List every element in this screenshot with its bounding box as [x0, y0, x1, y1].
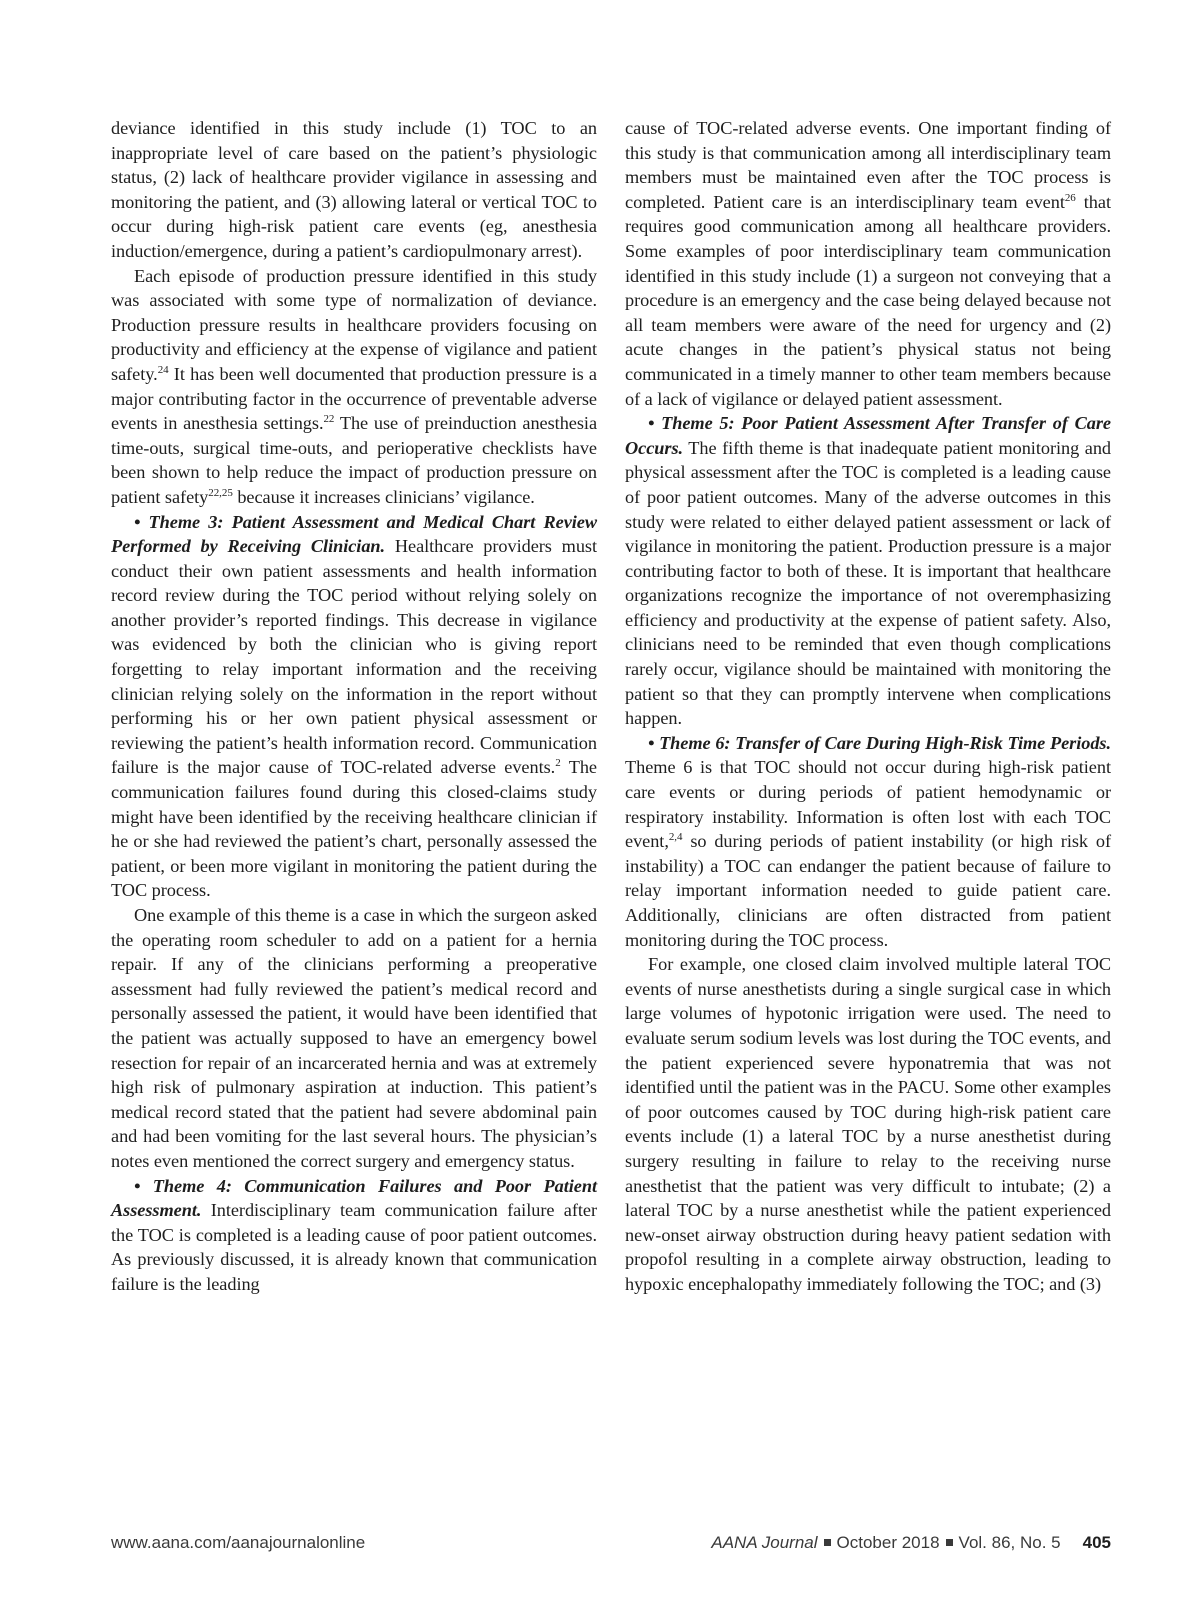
issue-date: October 2018: [836, 1533, 940, 1552]
right-column: [625, 116, 1111, 1297]
paragraph: Each episode of production pressure identified in this study was associated with some type of normalization of deviance. Production pressure results in healthcare providers focusing on productivity and efficiency at the expense of vigilance and patient safety.$^{24}$ It has been well documented that production pressure is a major contributing factor in the occurrence of preventable adverse events in anesthesia settings.$^{22}$ The use of preinduction anesthesia time-outs, surgical time-outs, and perioperative checklists have been shown to help reduce the impact of production pressure on patient safety$^{22,25}$ because it increases clinicians’ vigilance.: [111, 265, 598, 507]
volume-issue: Vol. 86, No. 5: [958, 1533, 1061, 1552]
theme-6-paragraph: • Theme 6: Transfer of Care During High-Risk Time Periods. Theme 6 is that TOC should not occur during high-risk patient care events or during periods of patient hemodynamic or respiratory instability. Information is often lost with each TOC event,$^{2,4}$ so during periods of patient instability (or high risk of instability) a TOC can endanger the patient because of failure to relay important information needed to guide patient care. Additionally, clinicians are often distracted from patient monitoring during the TOC process.: [625, 732, 1111, 950]
theme-4-heading: • Theme 4: Communication Failures and Poor Patient Assessment.: [111, 1175, 597, 1221]
theme-3-paragraph: • Theme 3: Patient Assessment and Medical Chart Review Performed by Receiving Clinician. Healthcare providers must conduct their own patient assessments and health information record review during the TOC period without relying solely on another provider’s reported findings. This decrease in vigilance was evidenced by both the clinician who is giving report forgetting to relay important information and the receiving clinician relying solely on the information in the report without performing his or her own patient physical assessment or reviewing the patient’s health information record. Communication failure is the major cause of TOC-related adverse events.$^2$ The communication failures found during this closed-claims study might have been identified by the receiving healthcare clinician if he or she had reviewed the patient’s chart, personally assessed the patient, or been more vigilant in monitoring the patient during the TOC process.: [111, 511, 597, 901]
left-column: [111, 116, 597, 1297]
journal-citation: [711, 1533, 1111, 1553]
citation-ref: 2: [555, 757, 561, 770]
citation-ref: 2,4: [668, 831, 683, 844]
page-number: 405: [1082, 1533, 1111, 1552]
paragraph: One example of this theme is a case in which the surgeon asked the operating room scheduler to add on a patient for a hernia repair. If any of the clinicians performing a preoperative assessment had fully reviewed the patient’s medical record and personally assessed the patient, it would have been identified that the patient was actually supposed to have an emergency bowel resection for repair of an incarcerated hernia and was at extremely high risk of pulmonary aspiration at induction. This patient’s medical record stated that the patient had severe abdominal pain and had been vomiting for the last several hours. The physician’s notes even mentioned the correct surgery and emergency status.: [111, 905, 597, 1171]
theme-5-heading: • Theme 5: Poor Patient Assessment After Transfer of Care Occurs.: [625, 413, 1111, 458]
citation-ref: 22: [323, 413, 335, 426]
theme-5-paragraph: • Theme 5: Poor Patient Assessment After Transfer of Care Occurs. The fifth theme is that inadequate patient monitoring and physical assessment after the TOC is completed is a leading cause of poor patient outcomes. Many of the adverse outcomes in this study were related to either delayed patient assessment or lack of vigilance in monitoring the patient. Production pressure is a major contributing factor to both of these. It is important that healthcare organizations recognize the importance of not overemphasizing efficiency and productivity at the expense of patient safety. Also, clinicians need to be reminded that even though complications rarely occur, vigilance should be maintained with monitoring the patient so that they can promptly intervene when complications happen.: [625, 413, 1111, 729]
theme-3-heading: • Theme 3: Patient Assessment and Medical Chart Review Performed by Receiving Clinician.: [111, 511, 597, 557]
citation-ref: 24: [157, 363, 169, 376]
journal-name: AANA Journal: [711, 1533, 818, 1552]
paragraph: deviance identified in this study include (1) TOC to an inappropriate level of care based on the patient’s physiologic status, (2) lack of healthcare provider vigilance in assessing and monitoring the patient, and (3) allowing lateral or vertical TOC to occur during high-risk patient care events (eg, anesthesia induction/emergence, during a patient’s cardiopulmonary arrest).: [111, 118, 597, 261]
theme-4-paragraph: • Theme 4: Communication Failures and Poor Patient Assessment. Interdisciplinary team communication failure after the TOC is completed is a leading cause of poor patient outcomes. As previously discussed, it is already known that communication failure is the leading: [111, 1175, 597, 1294]
separator-square-icon: [946, 1539, 953, 1546]
paragraph: For example, one closed claim involved multiple lateral TOC events of nurse anesthetists during a single surgical case in which large volumes of hypotonic irrigation were used. The need to evaluate serum sodium levels was lost during the TOC events, and the patient experienced severe hyponatremia that was not identified until the patient was in the PACU. Some other examples of poor outcomes caused by TOC during high-risk patient care events include (1) a lateral TOC by a nurse anesthetist during surgery resulting in failure to relay to the receiving nurse anesthetist that the patient was very difficult to intubate; (2) a lateral TOC by a nurse anesthetist while the patient experienced new-onset airway obstruction during heavy patient sedation with propofol resulting in a complete airway obstruction, leading to hypoxic encephalopathy immediately following the TOC; and (3): [625, 954, 1111, 1294]
separator-square-icon: [824, 1539, 831, 1546]
citation-ref: 26: [1064, 191, 1076, 204]
paragraph: cause of TOC-related adverse events. One important finding of this study is that communication among all interdisciplinary team members must be maintained even after the TOC process is completed. Patient care is an interdisciplinary team event$^{26}$ that requires good communication among all healthcare providers. Some examples of poor interdisciplinary team communication identified in this study include (1) a surgeon not conveying that a procedure is an emergency and the case being delayed because not all team members were aware of the need for urgency and (2) acute changes in the patient’s physical status not being communicated in a timely manner to other team members because of a lack of vigilance or delayed patient assessment.: [625, 118, 1111, 409]
journal-url-link[interactable]: www.aana.com/aanajournalonline: [111, 1533, 366, 1552]
theme-6-heading: • Theme 6: Transfer of Care During High-Risk Time Periods.: [648, 732, 1111, 753]
citation-ref: 22,25: [208, 486, 233, 499]
